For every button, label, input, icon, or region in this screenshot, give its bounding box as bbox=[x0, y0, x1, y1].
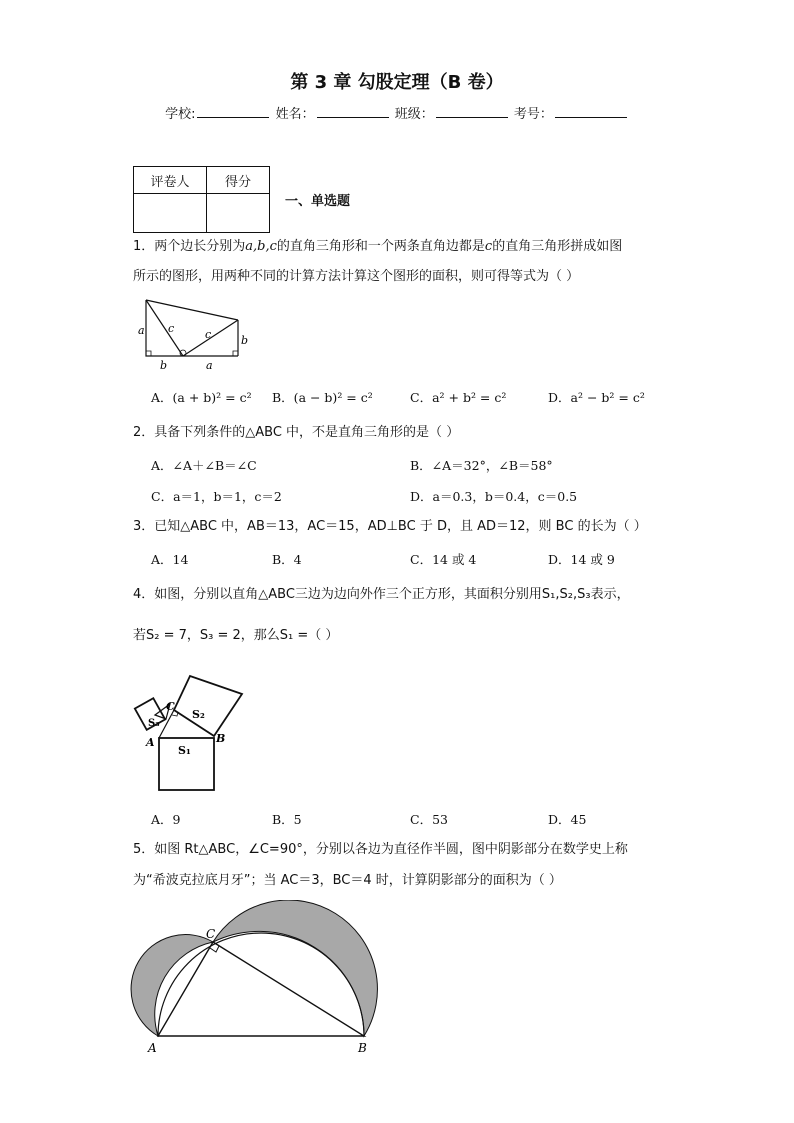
q1-line1 bbox=[133, 238, 622, 256]
q3-option-c[interactable]: C．14 或 4 bbox=[410, 552, 477, 567]
q4-label-s2: S₂ bbox=[192, 708, 205, 721]
q4-figure bbox=[130, 670, 245, 795]
q3-option-a[interactable]: A．14 bbox=[151, 552, 189, 567]
q1-figure bbox=[130, 296, 260, 376]
q4-option-b[interactable]: B．5 bbox=[272, 812, 302, 827]
score-cell[interactable] bbox=[207, 194, 270, 233]
q4-line1: 4．如图，分别以直角△ABC三边为边向外作三个正方形，其面积分别用S₁,S₂,S₃表示， bbox=[133, 587, 630, 602]
student-info-line bbox=[0, 103, 794, 122]
name-blank[interactable] bbox=[317, 105, 389, 118]
q4-line2: 若S₂ = 7，S₃ = 2，那么S₁ =（ ） bbox=[133, 628, 339, 643]
q5-label-c: C bbox=[206, 927, 216, 941]
q2-option-d[interactable]: D．a＝0.3，b＝0.4，c＝0.5 bbox=[410, 489, 578, 504]
q1-fig-label-b-right: b bbox=[241, 334, 249, 347]
q1-option-b[interactable]: B．(a − b)² = c² bbox=[272, 390, 373, 405]
q5-line1: 5．如图 Rt△ABC，∠C=90°，分别以各边为直径作半圆，图中阴影部分在数学史上称 bbox=[133, 842, 628, 857]
q2-stem: 2．具备下列条件的△ABC 中，不是直角三角形的是（ ） bbox=[133, 425, 460, 440]
grader-header: 评卷人 bbox=[134, 167, 207, 194]
school-label: 学校: bbox=[165, 107, 196, 122]
q3-stem: 3．已知△ABC 中，AB＝13，AC＝15，AD⊥BC 于 D，且 AD＝12，则 BC 的长为（ ） bbox=[133, 519, 647, 534]
q1-var-c: c bbox=[484, 239, 493, 254]
q1-fig-label-c-right: c bbox=[205, 328, 212, 341]
q5-line2: 为“希波克拉底月牙”；当 AC＝3，BC＝4 时，计算阴影部分的面积为（ ） bbox=[133, 873, 562, 888]
q5-label-b: B bbox=[358, 1041, 367, 1055]
q5-figure bbox=[128, 900, 378, 1060]
q4-option-a[interactable]: A．9 bbox=[151, 812, 181, 827]
q5-lune-right bbox=[213, 900, 377, 1036]
q4-label-s1: S₁ bbox=[178, 744, 191, 757]
q4-option-d[interactable]: D．45 bbox=[548, 812, 587, 827]
grader-cell[interactable] bbox=[134, 194, 207, 233]
q4-label-b: B bbox=[216, 732, 226, 745]
grading-table bbox=[133, 166, 270, 233]
q1-text-b: 的直角三角形和一个两条直角边都是 bbox=[276, 239, 485, 254]
q3-option-d[interactable]: D．14 或 9 bbox=[548, 552, 615, 567]
q4-label-a: A bbox=[146, 736, 155, 749]
q1-option-c[interactable]: C．a² + b² = c² bbox=[410, 390, 507, 405]
name-label: 姓名： bbox=[275, 107, 315, 122]
q1-fig-label-c-left: c bbox=[168, 322, 175, 335]
q1-text-c: 的直角三角形拼成如图 bbox=[492, 239, 623, 254]
q1-fig-outline bbox=[146, 300, 238, 356]
q2-option-b[interactable]: B．∠A＝32°，∠B＝58° bbox=[410, 458, 553, 473]
q2-option-a[interactable]: A．∠A＋∠B＝∠C bbox=[151, 458, 257, 473]
exam-no-blank[interactable] bbox=[555, 105, 627, 118]
page-title: 第 3 章 勾股定理（B 卷） bbox=[290, 72, 504, 93]
exam-no-label: 考号： bbox=[513, 107, 553, 122]
class-blank[interactable] bbox=[436, 105, 508, 118]
class-label: 班级： bbox=[394, 107, 434, 122]
q1-vars: a,b,c bbox=[245, 239, 277, 254]
q1-option-a[interactable]: A．(a + b)² = c² bbox=[151, 390, 252, 405]
q4-option-c[interactable]: C．53 bbox=[410, 812, 448, 827]
q1-fig-label-b-bottom: b bbox=[160, 359, 168, 372]
q3-option-b[interactable]: B．4 bbox=[272, 552, 302, 567]
q1-text-a: 1．两个边长分别为 bbox=[133, 239, 246, 254]
q4-square-s2 bbox=[174, 676, 242, 736]
q1-fig-label-a-bottom: a bbox=[206, 359, 213, 372]
q1-fig-label-a-left: a bbox=[138, 324, 145, 337]
score-header: 得分 bbox=[207, 167, 270, 194]
q2-option-c[interactable]: C．a＝1，b＝1，c＝2 bbox=[151, 489, 282, 504]
q1-line2: 所示的图形，用两种不同的计算方法计算这个图形的面积，则可得等式为（ ） bbox=[133, 269, 580, 284]
q5-label-a: A bbox=[148, 1041, 157, 1055]
section-title: 一、单选题 bbox=[285, 194, 351, 209]
q5-lune-left bbox=[131, 935, 213, 1036]
school-blank[interactable] bbox=[197, 105, 269, 118]
q1-option-d[interactable]: D．a² − b² = c² bbox=[548, 390, 645, 405]
q4-label-s3: S₃ bbox=[148, 718, 160, 729]
q4-label-c: C bbox=[166, 700, 175, 713]
